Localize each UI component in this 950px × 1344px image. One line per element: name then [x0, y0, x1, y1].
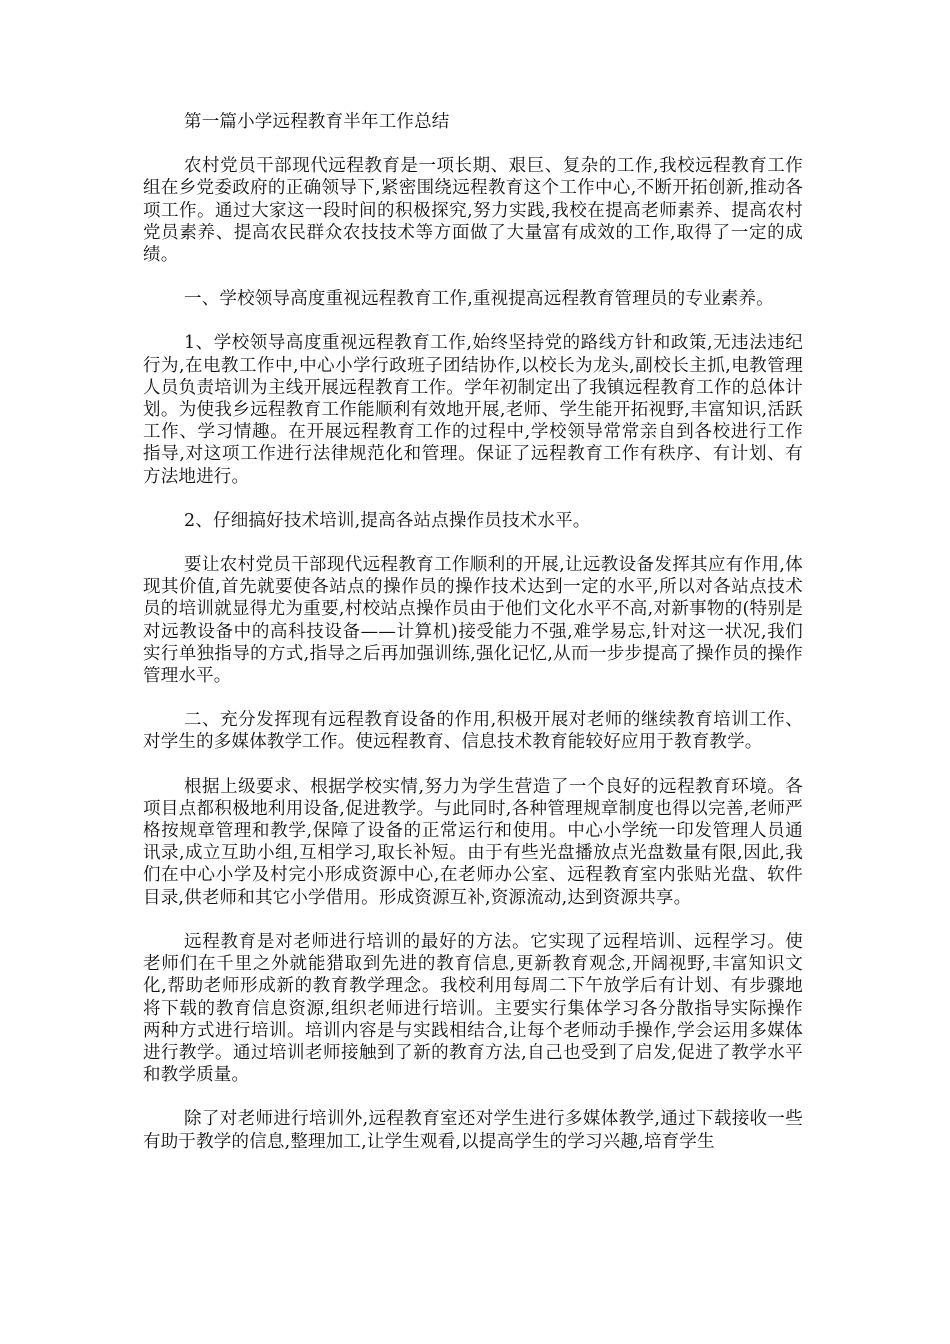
- document-body: [143, 111, 803, 1175]
- paragraph-operator-training: 要让农村党员干部现代远程教育工作顺利的开展,让远教设备发挥其应有作用,体现其价值,首先就要使各站点的操作员的操作技术达到一定的水平,所以对各站点技术员的培训就显得尤为重要,村校站点操作员由于他们文化水平不高,对新事物的(特别是对远教设备中的高科技设备——计算机)接受能力不强,难学易忘,针对这一状况,我们实行单独指导的方式,指导之后再加强训练,强化记忆,从而一步步提高了操作员的操作管理水平。: [143, 555, 803, 687]
- paragraph-student-teaching: 除了对老师进行培训外,远程教育室还对学生进行多媒体教学,通过下载接收一些有助于教学的信息,整理加工,让学生观看,以提高学生的学习兴趣,培育学生: [143, 1109, 803, 1152]
- document-title: 第一篇小学远程教育半年工作总结: [184, 112, 450, 132]
- section-heading-2: 二、充分发挥现有远程教育设备的作用,积极开展对老师的继续教育培训工作、对学生的多媒体教学工作。使远程教育、信息技术教育能较好应用于教育教学。: [143, 710, 803, 753]
- paragraph-resources: 根据上级要求、根据学校实情,努力为学生营造了一个良好的远程教育环境。各项目点都积极地利用设备,促进教学。与此同时,各种管理规章制度也得以完善,老师严格按规章管理和教学,保障了设备的正常运行和使用。中心小学统一印发管理人员通讯录,成立互助小组,互相学习,取长补短。由于有些光盘播放点光盘数量有限,因此,我们在中心小学及村完小形成资源中心,在老师办公室、远程教育室内张贴光盘、软件目录,供老师和其它小学借用。形成资源互补,资源流动,达到资源共享。: [143, 776, 803, 908]
- paragraph-intro: 农村党员干部现代远程教育是一项长期、艰巨、复杂的工作,我校远程教育工作组在乡党委政府的正确领导下,紧密围绕远程教育这个工作中心,不断开拓创新,推动各项工作。通过大家这一段时间的积极探究,努力实践,我校在提高老师素养、提高农村党员素养、提高农民群众农技技术等方面做了大量富有成效的工作,取得了一定的成绩。: [143, 156, 803, 266]
- section-heading-1: 一、学校领导高度重视远程教育工作,重视提高远程教育管理员的专业素养。: [184, 289, 774, 310]
- paragraph-teacher-training: 远程教育是对老师进行培训的最好的方法。它实现了远程培训、远程学习。使老师们在千里之外就能猎取到先进的教育信息,更新教育观念,开阔视野,丰富知识文化,帮助老师形成新的教育教学理念。我校利用每周二下午放学后有计划、有步骤地将下载的教育信息资源,组织老师进行培训。主要实行集体学习各分散指导实际操作两种方式进行培训。培训内容是与实践相结合,让每个老师动手操作,学会运用多媒体进行教学。通过培训老师接触到了新的教育方法,自己也受到了启发,促进了教学水平和教学质量。: [143, 931, 803, 1086]
- paragraph-leadership: 1、学校领导高度重视远程教育工作,始终坚持党的路线方针和政策,无违法违纪行为,在电教工作中,中心小学行政班子团结协作,以校长为龙头,副校长主抓,电教管理人员负责培训为主线开展远程教育工作。学年初制定出了我镇远程教育工作的总体计划。为使我乡远程教育工作能顺利有效地开展,老师、学生能开拓视野,丰富知识,活跃工作、学习情趣。在开展远程教育工作的过程中,学校领导常常亲自到各校进行工作指导,对这项工作进行法律规范化和管理。保证了远程教育工作有秩序、有计划、有方法地进行。: [143, 333, 803, 487]
- subheading-technical-training: 2、仔细搞好技术培训,提高各站点操作员技术水平。: [184, 510, 591, 531]
